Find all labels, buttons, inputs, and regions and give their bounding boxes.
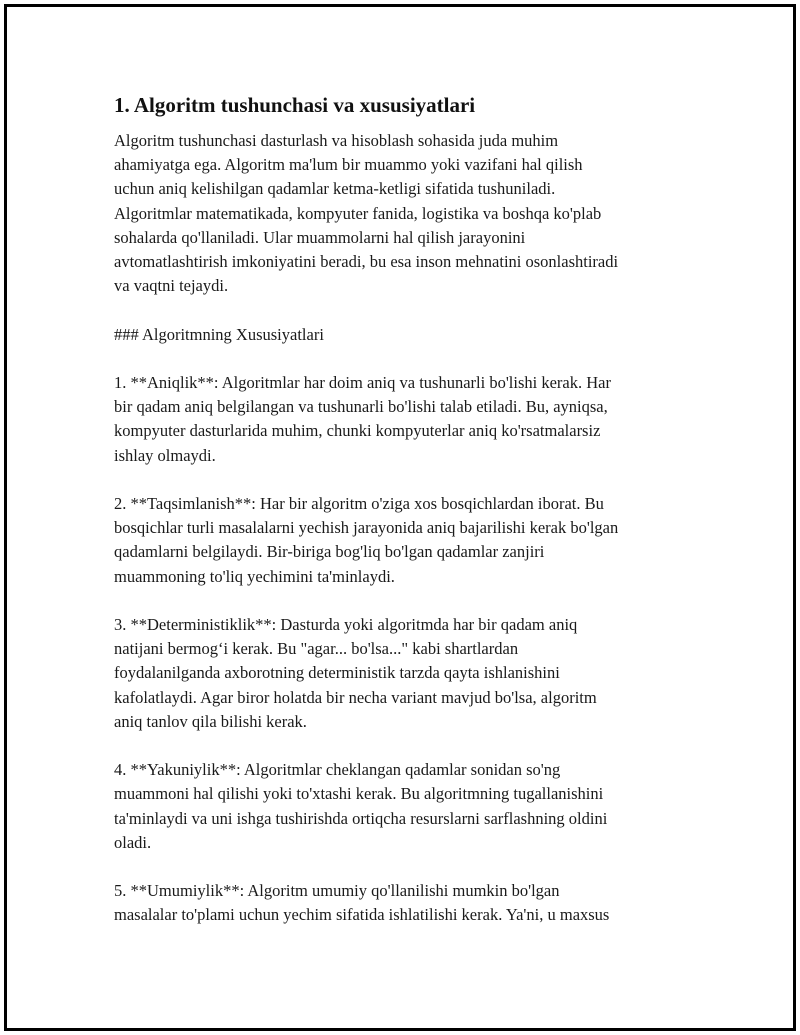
paragraph-gap: [114, 298, 694, 322]
paragraph-gap: [114, 468, 694, 492]
paragraph-gap: [114, 589, 694, 613]
list-item-generality: 5. **Umumiylik**: Algoritm umumiy qo'llanilishi mumkin bo'lgan masalalar to'plami uchun yechim sifatida ishlatilishi kerak. Ya'ni, u maxsus: [114, 881, 610, 925]
intro-paragraph: Algoritm tushunchasi dasturlash va hisoblash sohasida juda muhim ahamiyatga ega. Algoritm ma'lum bir muammo yoki vazifani hal qilish uchun aniq kelishilgan qadamlar ketma-ketligi sifatida tushuniladi. Algoritmlar matematikada, kompyuter fanida, logistika va boshqa ko'plab sohalarda qo'llaniladi. Ular muammolarni hal qilish jarayonini avtomatlashtirish imkoniyatini beradi, bu esa inson mehnatini osonlashtiradi va vaqtni tejaydi.: [114, 131, 619, 296]
list-item-distribution: 2. **Taqsimlanish**: Har bir algoritm o'ziga xos bosqichlardan iborat. Bu bosqichlar turli masalalarni yechish jarayonida aniq bajarilishi kerak bo'lgan qadamlarni belgilaydi. Bir-biriga bog'liq bo'lgan qadamlar zanjiri muammoning to'liq yechimini ta'minlaydi.: [114, 494, 619, 586]
document-body: [114, 91, 694, 928]
list-item-determinism: 3. **Deterministiklik**: Dasturda yoki algoritmda har bir qadam aniq natijani bermog‘i kerak. Bu "agar... bo'lsa..." kabi shartlardan foydalanilganda axborotning deterministik tarzda qayta ishlanishini kafolatlaydi. Agar biror holatda bir necha variant mavjud bo'lsa, algoritm aniq tanlov qila bilishi kerak.: [114, 615, 597, 731]
list-item-accuracy: 1. **Aniqlik**: Algoritmlar har doim aniq va tushunarli bo'lishi kerak. Har bir qadam aniq belgilangan va tushunarli bo'lishi talab etiladi. Bu, ayniqsa, kompyuter dasturlarida muhim, chunki kompyuterlar aniq ko'rsatmalarsiz ishlay olmaydi.: [114, 373, 611, 465]
paragraph-gap: [114, 734, 694, 758]
paragraph-gap: [114, 347, 694, 371]
paragraph-gap: [114, 855, 694, 879]
list-item-finiteness: 4. **Yakuniylik**: Algoritmlar cheklangan qadamlar sonidan so'ng muammoni hal qilishi yoki to'xtashi kerak. Bu algoritmning tugallanishini ta'minlaydi va uni ishga tushirishda ortiqcha resurslarni sarflashning oldini oladi.: [114, 760, 608, 852]
page-title: 1. Algoritm tushunchasi va xususiyatlari: [114, 93, 476, 117]
section-heading: ### Algoritmning Xususiyatlari: [114, 324, 324, 344]
